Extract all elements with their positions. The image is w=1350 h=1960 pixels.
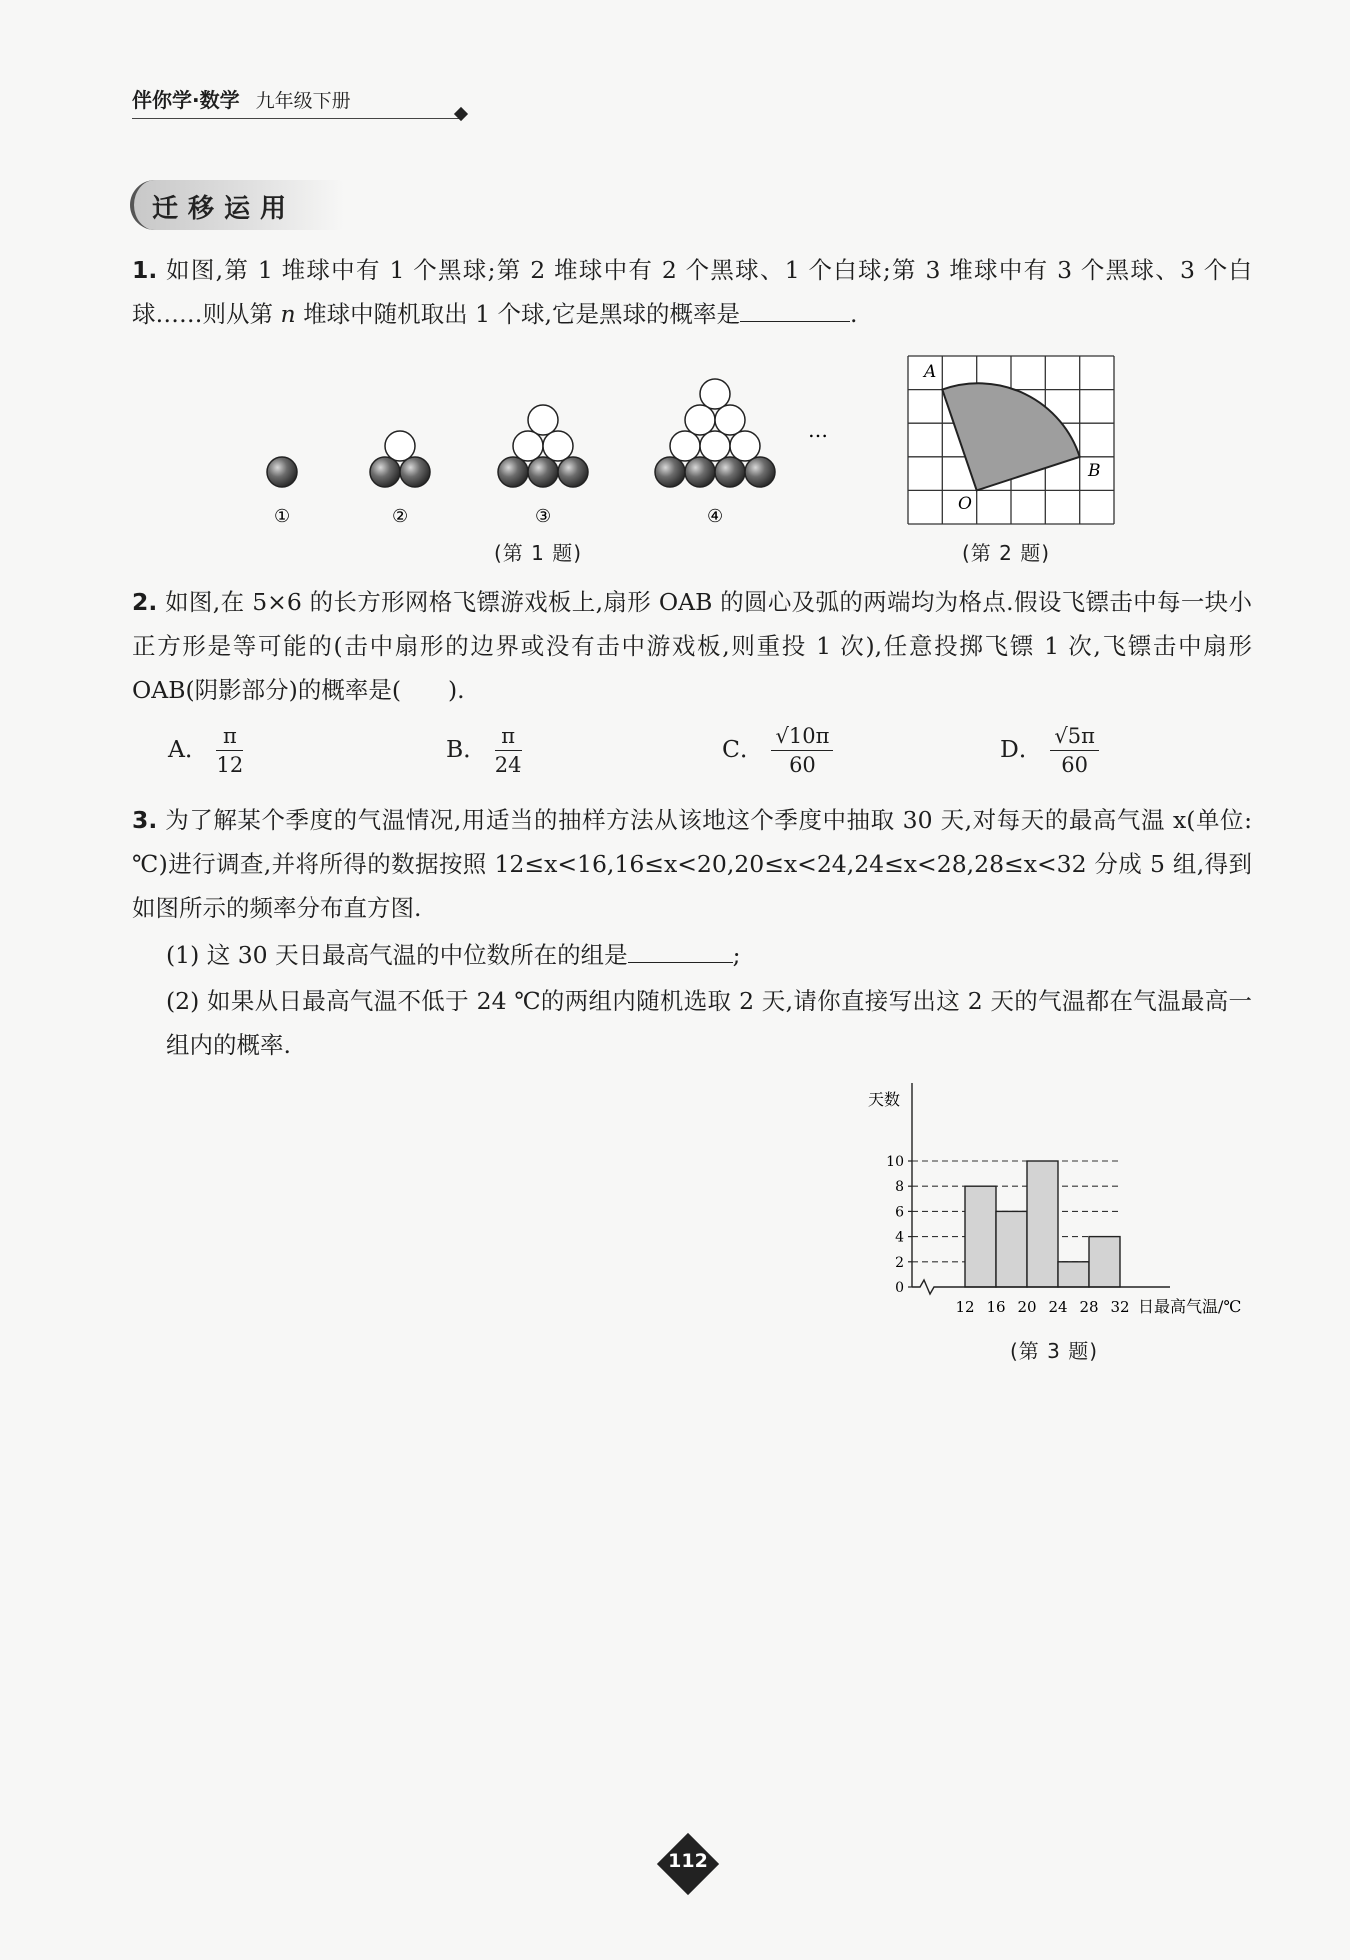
y-tick-label: 10 (886, 1154, 904, 1170)
denominator: 12 (216, 753, 244, 777)
white-ball (685, 405, 715, 435)
semicolon: ; (732, 941, 741, 969)
denominator: 24 (494, 753, 522, 777)
point-A-label: A (924, 362, 937, 382)
pile-label-2: ② (392, 506, 409, 527)
fraction (216, 722, 243, 779)
point-B-label: B (1088, 461, 1101, 481)
sector-grid-figure (902, 350, 1122, 532)
fraction (771, 722, 833, 779)
ball-pile-1 (267, 457, 297, 487)
question-3-part-2 (166, 979, 1252, 1067)
sub-question-text: (2) 如果从日最高气温不低于 24 ℃的两组内随机选取 2 天,请你直接写出这 2 天的气温都在气温最高一组内的概率. (166, 987, 1252, 1059)
black-ball (267, 457, 297, 487)
denominator: 60 (789, 753, 816, 777)
ball-pile-3 (498, 405, 588, 487)
running-header (132, 84, 462, 119)
ball-piles-figure (250, 365, 850, 565)
question-text: 如图,在 5×6 的长方形网格飞镖游戏板上,扇形 OAB 的圆心及弧的两端均为格点.假设飞镖击中每一块小正方形是等可能的(击中扇形的边界或没有击中游戏板,则重投 1 次),任意投掷飞镖 1 次,飞镖击中扇形 OAB(阴影部分)的概率是( ). (132, 588, 1252, 704)
point-O-label: O (958, 494, 972, 514)
figure-3-caption: (第 3 题) (1010, 1339, 1099, 1363)
series-title: 伴你学·数学 (132, 88, 240, 112)
numerator: √10π (771, 722, 833, 751)
question-text: 为了解某个季度的气温情况,用适当的抽样方法从该地这个季度中抽取 30 天,对每天的最高气温 x(单位:℃)进行调查,并将所得的数据按照 12≤x<16,16≤x<20,20≤x<24,24≤x<28,28≤x<32 分成 5 组,得到如图所示的频率分布直方图. (132, 806, 1252, 922)
white-ball (730, 431, 760, 461)
answer-blank[interactable] (628, 936, 733, 963)
black-ball (528, 457, 558, 487)
histogram-bar (965, 1186, 996, 1287)
pile-label-1: ① (274, 506, 291, 527)
variable-n: n (280, 300, 296, 328)
y-tick-label: 6 (895, 1204, 904, 1221)
x-tick-label: 28 (1079, 1298, 1099, 1316)
ball-pile-2 (370, 431, 430, 487)
numerator: π (495, 722, 522, 751)
x-tick-label: 12 (955, 1298, 975, 1316)
histogram-bar (996, 1211, 1027, 1287)
x-tick-label: 20 (1017, 1298, 1037, 1316)
x-tick-label: 24 (1048, 1298, 1068, 1316)
black-ball (400, 457, 430, 487)
ellipsis: … (808, 418, 828, 442)
option-letter: A． (168, 735, 209, 763)
page-number: 112 (668, 1850, 708, 1872)
sub-question-text: (1) 这 30 天日最高气温的中位数所在的组是 (166, 941, 628, 969)
y-tick-label: 2 (895, 1254, 904, 1271)
option-b[interactable] (446, 722, 522, 779)
y-axis-label: 天数 (868, 1090, 901, 1109)
question-number: 2. (132, 588, 158, 616)
white-ball (670, 431, 700, 461)
white-ball (700, 431, 730, 461)
option-letter: D． (1000, 735, 1043, 763)
white-ball (543, 431, 573, 461)
histogram-bar (1089, 1237, 1120, 1287)
section-title-banner (130, 180, 344, 230)
question-3-part-1 (166, 933, 1252, 977)
grade-label: 九年级下册 (255, 90, 351, 112)
period: . (849, 300, 858, 328)
question-2 (132, 580, 1252, 712)
histogram-bar (1027, 1161, 1058, 1287)
white-ball (513, 431, 543, 461)
pile-label-4: ④ (707, 506, 724, 527)
black-ball (655, 457, 685, 487)
black-ball (498, 457, 528, 487)
black-ball (685, 457, 715, 487)
question-number: 1. (132, 256, 158, 284)
white-ball (700, 379, 730, 409)
figure-2-caption: (第 2 题) (962, 541, 1051, 565)
question-text: 如图,第 1 堆球中有 1 个黑球;第 2 堆球中有 2 个黑球、1 个白球;第 3 堆球中有 3 个黑球、3 个白球……则从第 (132, 256, 1252, 328)
x-tick-label: 16 (986, 1298, 1006, 1316)
white-ball (528, 405, 558, 435)
question-3 (132, 798, 1252, 930)
white-ball (715, 405, 745, 435)
option-letter: C． (722, 735, 764, 763)
black-ball (558, 457, 588, 487)
fraction (1050, 722, 1099, 779)
option-c[interactable] (722, 722, 833, 779)
figure-1-caption: (第 1 题) (494, 541, 583, 565)
temperature-histogram (860, 1075, 1260, 1325)
y-tick-label: 4 (895, 1229, 904, 1246)
x-axis-label: 日最高气温/℃ (1138, 1297, 1242, 1316)
black-ball (715, 457, 745, 487)
option-d[interactable] (1000, 722, 1099, 779)
ball-pile-4 (655, 379, 775, 487)
numerator: π (216, 722, 243, 751)
x-tick-label: 32 (1110, 1298, 1130, 1316)
option-letter: B． (446, 735, 487, 763)
answer-blank[interactable] (740, 295, 850, 322)
denominator: 60 (1061, 753, 1088, 777)
white-ball (385, 431, 415, 461)
y-tick-label: 8 (895, 1179, 904, 1196)
histogram-bar (1058, 1262, 1089, 1287)
fraction (495, 722, 522, 779)
section-title: 迁移运用 (152, 194, 297, 224)
option-a[interactable] (168, 722, 243, 779)
question-number: 3. (132, 806, 158, 834)
numerator: √5π (1050, 722, 1099, 751)
black-ball (370, 457, 400, 487)
pile-label-3: ③ (535, 506, 552, 527)
black-ball (745, 457, 775, 487)
y-tick-label: 0 (895, 1280, 904, 1296)
question-text: 堆球中随机取出 1 个球,它是黑球的概率是 (295, 300, 740, 328)
question-1 (132, 248, 1252, 336)
